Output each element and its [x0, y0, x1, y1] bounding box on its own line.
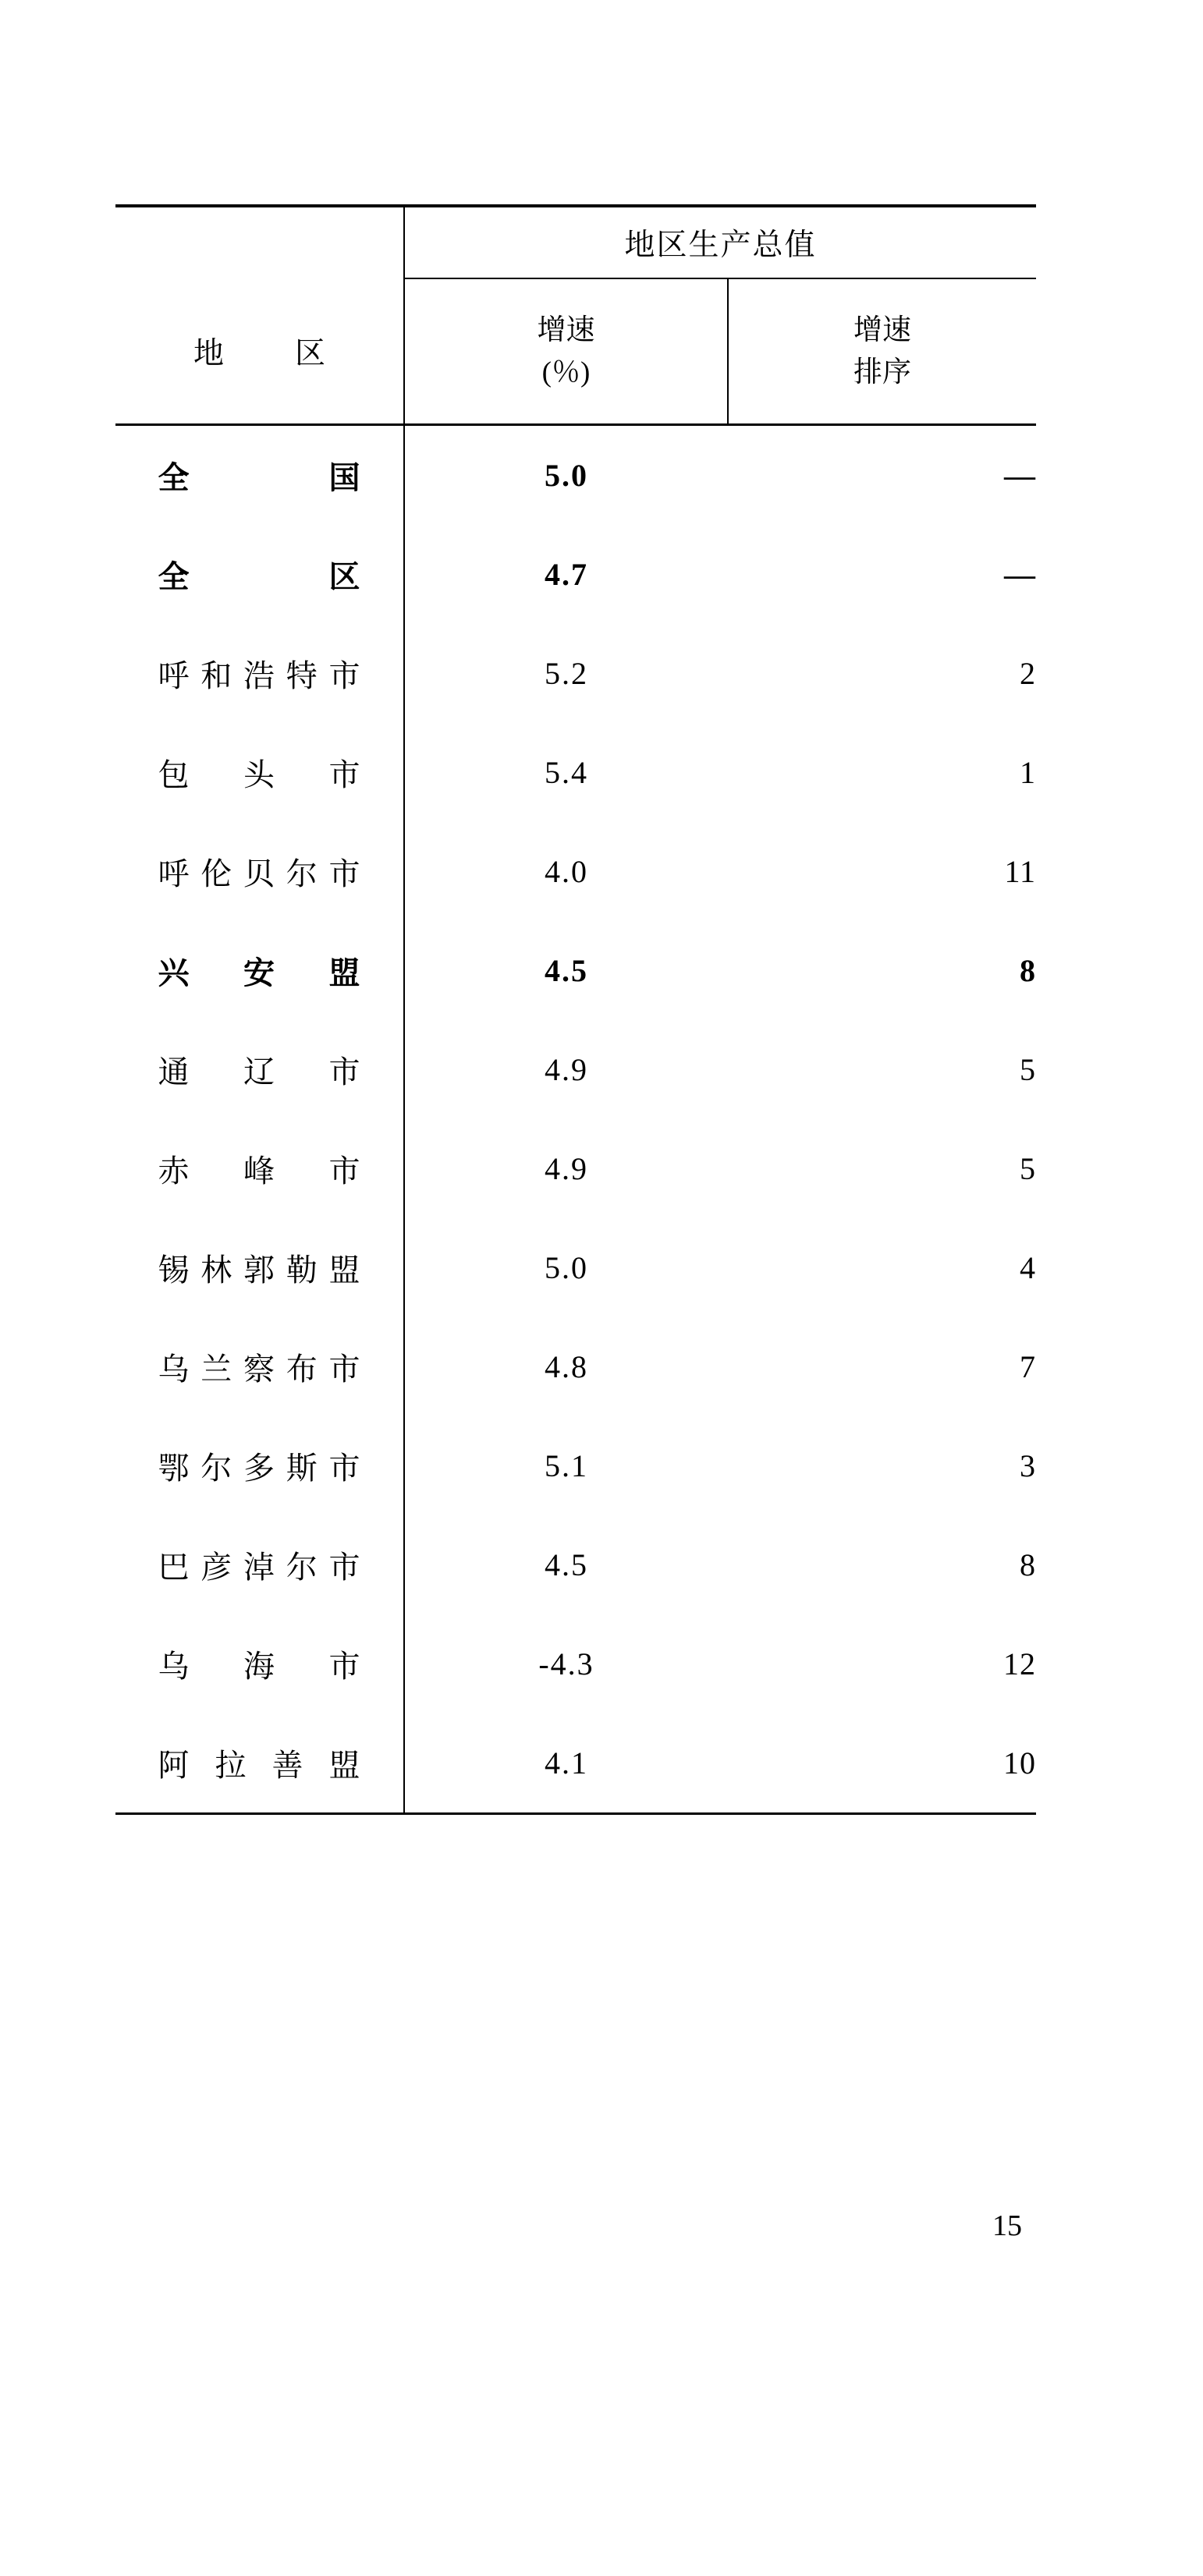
row-region	[115, 1416, 404, 1515]
row-rate: 4.5	[545, 1547, 588, 1582]
row-rate: 4.1	[404, 1713, 728, 1814]
row-rank: 5	[1020, 1151, 1037, 1186]
table-header-row-group	[115, 206, 1036, 278]
page-number: 15	[992, 2209, 1022, 2242]
row-rank: 4	[1020, 1250, 1037, 1285]
row-region-label: 锡林郭勒盟	[158, 1253, 361, 1288]
row-region	[115, 723, 404, 822]
row-rank: —	[1004, 458, 1037, 493]
gdp-growth-table	[115, 204, 1036, 1815]
table-row	[115, 425, 1036, 526]
row-rate: 4.7	[545, 557, 588, 592]
row-region	[115, 822, 404, 921]
table-row	[115, 1614, 1036, 1713]
row-rate: 4.0	[545, 854, 588, 889]
row-region	[115, 921, 404, 1020]
row-region-label: 呼伦贝尔市	[158, 856, 361, 891]
table-row	[115, 1119, 1036, 1218]
row-region-label: 呼和浩特市	[158, 658, 361, 693]
row-rank: 1	[1020, 755, 1037, 790]
row-rank: 3	[1020, 1448, 1037, 1483]
row-rate: 5.0	[545, 1250, 588, 1285]
table-row	[115, 723, 1036, 822]
header-region	[115, 278, 404, 425]
table-row	[115, 525, 1036, 624]
table-header-row-sub	[115, 278, 1036, 425]
row-region	[115, 1614, 404, 1713]
header-group-gdp: 地区生产总值	[404, 206, 1036, 278]
row-rate: 4.9	[545, 1151, 588, 1186]
row-region	[115, 1119, 404, 1218]
row-rank: 7	[1020, 1349, 1037, 1384]
row-rank: 5	[1020, 1052, 1037, 1087]
table-row	[115, 1713, 1036, 1814]
header-growth-rate-line2: (％)	[541, 356, 591, 388]
table-body	[115, 206, 1036, 1814]
row-rate: 5.1	[545, 1448, 588, 1483]
table-row	[115, 1020, 1036, 1119]
header-corner-cell	[115, 206, 404, 278]
row-region	[115, 1713, 404, 1814]
row-region-label: 鄂尔多斯市	[158, 1451, 361, 1486]
row-rate: 5.4	[545, 755, 588, 790]
row-rank: 11	[1004, 854, 1037, 889]
row-region-label: 乌兰察布市	[158, 1352, 361, 1387]
row-rank: —	[1004, 557, 1037, 592]
header-growth-rate-line1: 增速	[537, 314, 595, 346]
row-region	[115, 1218, 404, 1317]
table-row	[115, 822, 1036, 921]
row-region	[115, 1317, 404, 1416]
row-rate: -4.3	[538, 1646, 594, 1681]
row-rank: 10	[728, 1713, 1036, 1814]
row-rank: 2	[1020, 656, 1037, 691]
row-region-label: 包头市	[158, 757, 361, 792]
header-growth-rank-line1: 增速	[853, 314, 911, 346]
row-region-label: 巴彦淖尔市	[158, 1550, 361, 1585]
row-region	[115, 525, 404, 624]
header-growth-rank-line2: 排序	[853, 356, 911, 388]
row-region-label: 乌海市	[158, 1649, 361, 1684]
statistics-table-container	[115, 204, 1036, 1815]
table-row	[115, 1515, 1036, 1614]
table-row	[115, 624, 1036, 723]
row-rate: 5.2	[545, 656, 588, 691]
row-region-label: 赤峰市	[158, 1153, 361, 1189]
row-region	[115, 624, 404, 723]
row-region	[115, 1020, 404, 1119]
row-rank: 12	[1003, 1646, 1037, 1681]
row-region-label: 阿拉善盟	[158, 1748, 361, 1783]
row-rank: 8	[1020, 953, 1037, 988]
row-region	[115, 425, 404, 526]
table-row	[115, 1416, 1036, 1515]
row-rate: 4.8	[545, 1349, 588, 1384]
row-rate: 4.9	[545, 1052, 588, 1087]
table-row	[115, 1317, 1036, 1416]
header-growth-rank	[728, 278, 1036, 425]
row-rate: 5.0	[545, 458, 588, 493]
table-row	[115, 921, 1036, 1020]
row-region-label: 通辽市	[158, 1054, 361, 1090]
table-row	[115, 1218, 1036, 1317]
row-region-label: 全区	[158, 559, 361, 594]
row-region	[115, 1515, 404, 1614]
row-region-label: 兴安盟	[158, 955, 361, 990]
header-growth-rate	[404, 278, 728, 425]
header-region-label: 地 区	[193, 337, 346, 370]
row-rank: 8	[1020, 1547, 1037, 1582]
row-rate: 4.5	[545, 953, 588, 988]
row-region-label: 全国	[158, 460, 361, 495]
